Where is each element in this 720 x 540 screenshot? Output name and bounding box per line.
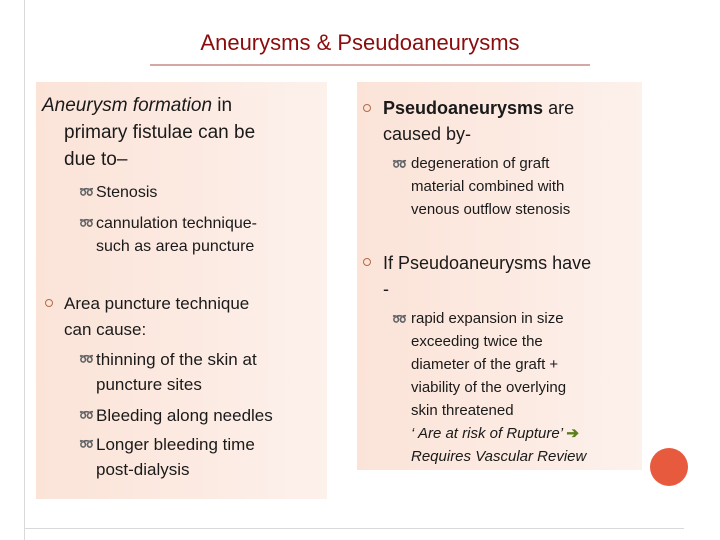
circle-bullet-icon (363, 104, 371, 112)
right-p2-sub-line2: exceeding twice the (411, 333, 543, 350)
ribbon-bullet-icon: ➿ (79, 437, 94, 451)
right-p1-sub-line3: venous outflow stenosis (411, 201, 571, 218)
frame-bottom-rule (24, 528, 684, 529)
right-p1-sub-line2: material combined with (411, 178, 565, 195)
ribbon-bullet-icon: ➿ (79, 352, 94, 366)
left-sub-longer-line1: Longer bleeding time (96, 435, 255, 454)
left-sub-thinning-line2: puncture sites (96, 375, 202, 394)
right-p2-sub-line5: skin threatened (411, 402, 514, 419)
ribbon-bullet-icon: ➿ (79, 185, 94, 199)
right-p2-sub-line4: viability of the overlying (411, 379, 567, 396)
right-p2-sub-line6 (411, 422, 579, 445)
right-p2-line2: - (383, 279, 389, 299)
right-p2-sub-line1: rapid expansion in size (411, 310, 564, 327)
left-sub-bleeding: Bleeding along needles (96, 406, 273, 425)
right-p2-sub-line7: Requires Vascular Review (411, 448, 587, 465)
left-point2-line2: can cause: (64, 320, 147, 339)
title-underline (150, 64, 590, 66)
quote-close: ’ (559, 425, 567, 442)
ribbon-bullet-icon: ➿ (392, 157, 407, 171)
left-intro-emphasis: Aneurysm formation (42, 95, 213, 116)
left-intro-line1 (42, 94, 232, 118)
right-p1-line1 (383, 96, 574, 120)
right-arrow-icon: ➔ (566, 425, 579, 442)
left-sub-longer-line2: post-dialysis (96, 460, 190, 479)
circle-bullet-icon (363, 258, 371, 266)
left-intro-rest: in (212, 95, 233, 116)
frame-left-rule (24, 0, 25, 540)
quote-open: ‘ Are at (411, 425, 463, 442)
right-p2-line1: If Pseudoaneurysms have (383, 253, 592, 273)
left-sub-cannulation-line2: such as area puncture (96, 238, 255, 255)
accent-circle (650, 448, 688, 486)
left-intro-line3: due to– (64, 149, 128, 170)
slide-title: Aneurysms & Pseudoaneurysms (200, 30, 520, 55)
ribbon-bullet-icon: ➿ (79, 408, 94, 422)
left-sub-stenosis: Stenosis (96, 184, 158, 201)
right-p1-sub-line1: degeneration of graft (411, 155, 550, 172)
right-p1-emphasis: Pseudoaneurysms (383, 98, 544, 118)
left-sub-cannulation-line1: cannulation technique- (96, 215, 258, 232)
ribbon-bullet-icon: ➿ (79, 216, 94, 230)
right-p1-rest: are (543, 98, 575, 118)
left-intro-line2: primary fistulae can be (64, 122, 256, 143)
risk-of-rupture-text: risk of Rupture (462, 425, 560, 442)
right-p1-line2: caused by- (383, 124, 472, 144)
left-sub-thinning-line1: thinning of the skin at (96, 350, 257, 369)
right-p2-sub-line3: diameter of the graft + (411, 356, 559, 373)
left-point2-line1: Area puncture technique (64, 294, 250, 313)
circle-bullet-icon (45, 299, 53, 307)
ribbon-bullet-icon: ➿ (392, 312, 407, 326)
